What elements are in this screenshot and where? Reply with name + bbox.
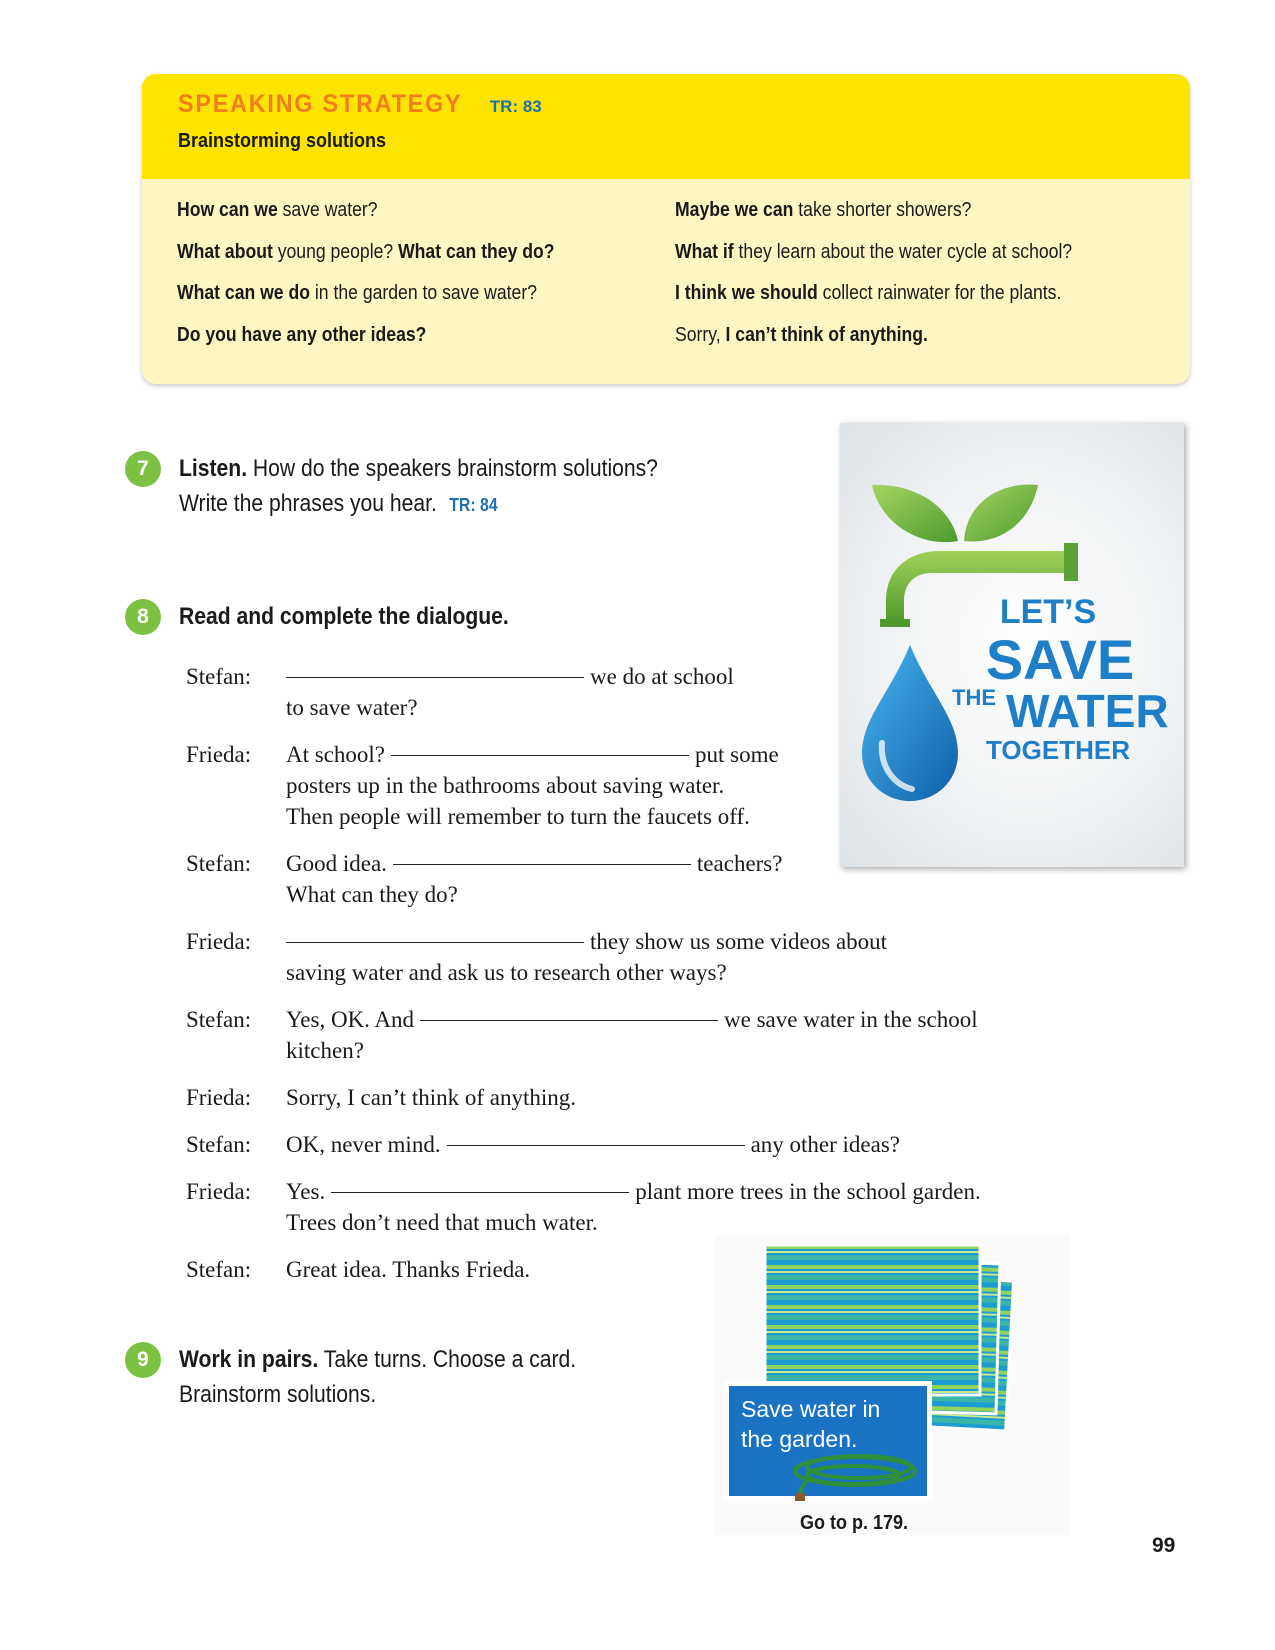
poster-water: WATER [1006, 685, 1169, 737]
dialogue-line: At school? put some [286, 742, 779, 767]
answer-blank[interactable] [286, 677, 584, 678]
phrase-left-3: What can we do in the garden to save water? [177, 282, 537, 304]
dialogue-line: we do at school [286, 661, 734, 692]
strategy-header [142, 74, 1190, 179]
answer-blank[interactable] [420, 1020, 718, 1021]
dialogue-continuation: saving water and ask us to research other ways? [286, 960, 727, 985]
activity-8-title: Read and complete the dialogue. [179, 603, 509, 630]
poster-together: TOGETHER [986, 735, 1130, 765]
dialogue-continuation: Trees don’t need that much water. [286, 1210, 598, 1235]
activity-7-number: 7 [125, 451, 161, 487]
activity-9-instruction-line2: Brainstorm solutions. [179, 1381, 377, 1408]
answer-blank[interactable] [331, 1192, 629, 1193]
poster-save: SAVE [985, 628, 1135, 691]
dialogue-line: Great idea. Thanks Frieda. [286, 1257, 531, 1282]
phrase-left-1: How can we save water? [177, 199, 378, 221]
strategy-phrases [142, 179, 1190, 384]
strategy-subtitle: Brainstorming solutions [178, 130, 387, 152]
card-text-line2: the garden. [741, 1426, 858, 1452]
dialogue-speaker: Stefan: [186, 851, 252, 876]
dialogue-speaker: Frieda: [186, 929, 252, 954]
dialogue-speaker: Stefan: [186, 1257, 252, 1282]
dialogue-continuation: Then people will remember to turn the faucets off. [286, 804, 750, 829]
dialogue-line: Yes, OK. And we save water in the school [286, 1007, 978, 1032]
answer-blank[interactable] [391, 755, 689, 756]
answer-blank[interactable] [447, 1145, 745, 1146]
phrase-right-1: Maybe we can take shorter showers? [675, 199, 972, 221]
faucet-cap [1064, 543, 1078, 581]
phrase-right-3: I think we should collect rainwater for the plants. [675, 282, 1062, 304]
dialogue-continuation: posters up in the bathrooms about saving water. [286, 773, 725, 798]
water-drop-icon [862, 645, 958, 801]
activity-7-instruction-line2: Write the phrases you hear. TR: 84 [179, 490, 498, 517]
activity-9-number: 9 [125, 1342, 161, 1378]
page-number: 99 [1152, 1534, 1176, 1557]
dialogue-continuation: What can they do? [286, 882, 458, 907]
leaf-right [964, 485, 1038, 542]
dialogue-speaker: Stefan: [186, 1007, 252, 1032]
dialogue-line: Sorry, I can’t think of anything. [286, 1085, 577, 1110]
card-stack-illustration [715, 1235, 1070, 1535]
phrase-right-2: What if they learn about the water cycle at school? [675, 241, 1073, 263]
dialogue-speaker: Frieda: [186, 1085, 252, 1110]
activity-8-number: 8 [125, 599, 161, 635]
dialogue-line: they show us some videos about [286, 926, 887, 957]
activity-cards-image [715, 1235, 1070, 1535]
card-page-reference[interactable]: Go to p. 179. [800, 1512, 909, 1534]
dialogue-line: OK, never mind. any other ideas? [286, 1132, 901, 1157]
faucet-drop-illustration [840, 423, 1184, 867]
leaf-left [872, 485, 958, 542]
dialogue-speaker: Frieda: [186, 742, 252, 767]
activity-9-instruction: Work in pairs. Take turns. Choose a card. [179, 1346, 577, 1373]
phrase-right-4: Sorry, I can’t think of anything. [675, 324, 928, 346]
dialogue-line: Yes. plant more trees in the school garden. [286, 1179, 981, 1204]
answer-blank[interactable] [286, 942, 584, 943]
card-text-line1: Save water in [741, 1396, 881, 1422]
card-back-1 [765, 1245, 980, 1395]
phrase-left-2: What about young people? What can they do? [177, 241, 555, 263]
save-water-poster [840, 423, 1184, 867]
speaking-strategy-box [142, 74, 1190, 384]
poster-the: THE [952, 685, 996, 710]
phrase-left-4: Do you have any other ideas? [177, 324, 427, 346]
answer-blank[interactable] [393, 864, 691, 865]
dialogue-continuation: kitchen? [286, 1038, 364, 1063]
dialogue-speaker: Stefan: [186, 1132, 252, 1157]
strategy-title: SPEAKING STRATEGY [178, 90, 463, 118]
dialogue-continuation: to save water? [286, 695, 418, 720]
activity-7-instruction: Listen. How do the speakers brainstorm solutions? [179, 455, 658, 482]
audio-track-label[interactable]: TR: 83 [489, 97, 542, 116]
dialogue-line: Good idea. teachers? [286, 851, 783, 876]
poster-lets: LET’S [999, 593, 1097, 631]
audio-track-label[interactable]: TR: 84 [449, 495, 498, 515]
faucet-spout-rim [880, 619, 910, 627]
dialogue-speaker: Stefan: [186, 664, 252, 689]
dialogue-speaker: Frieda: [186, 1179, 252, 1204]
